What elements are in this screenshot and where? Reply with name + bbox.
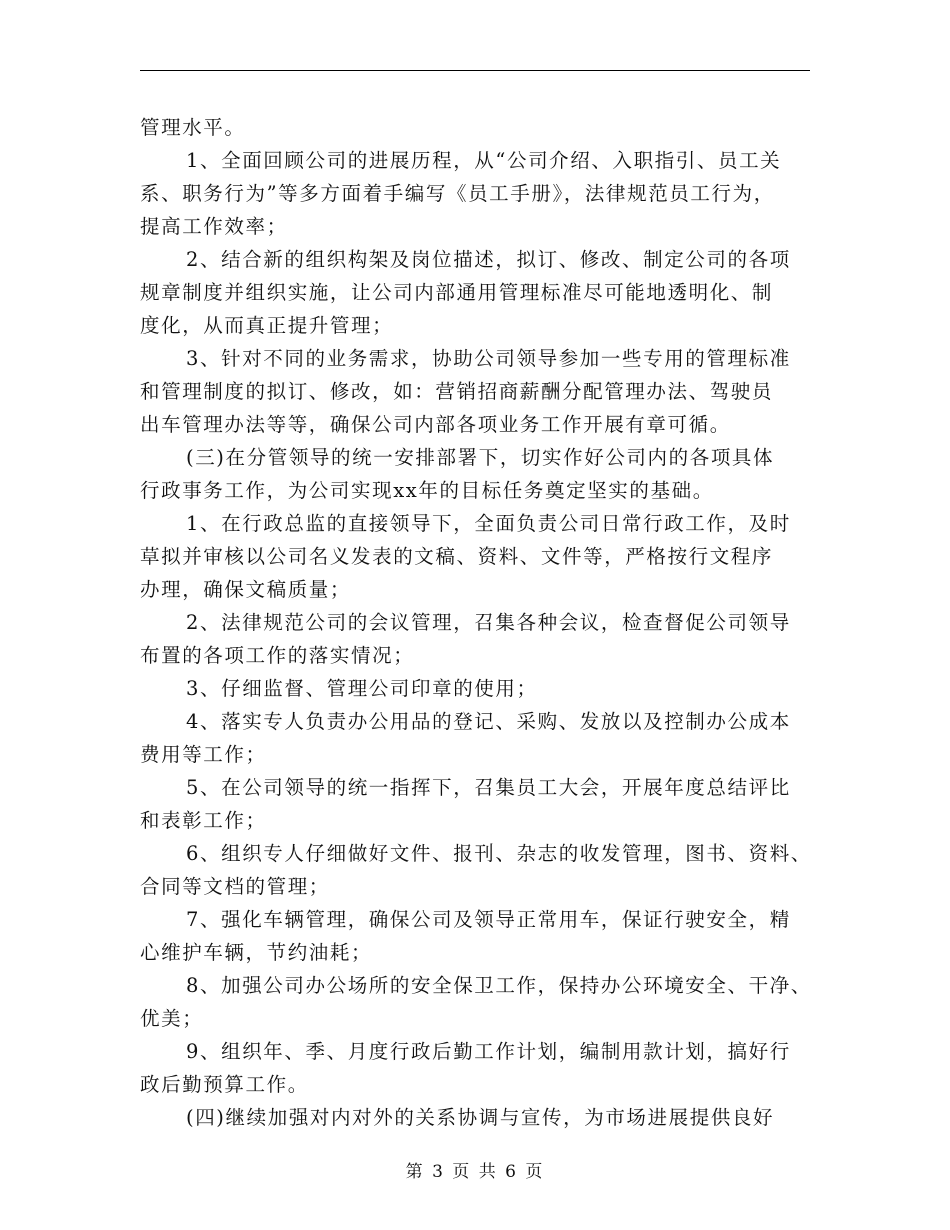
text-line: 1、全面回顾公司的进展历程，从“公司介绍、入职指引、员工关	[186, 149, 782, 172]
text-line: 费用等工作；	[140, 743, 267, 766]
text-line: 系、职务行为”等多方面着手编写《员工手册》，法律规范员工行为，	[140, 182, 775, 205]
text-line: 政后勤预算工作。	[140, 1073, 309, 1096]
text-line: 5、在公司领导的统一指挥下，召集员工大会，开展年度总结评比	[186, 776, 791, 799]
text-line: 度化，从而真正提升管理；	[140, 314, 394, 337]
text-line: 2、结合新的组织构架及岗位描述，拟订、修改、制定公司的各项	[186, 248, 791, 271]
text-line: 8、加强公司办公场所的安全保卫工作，保持办公环境安全、干净、	[186, 974, 812, 997]
text-line: 2、法律规范公司的会议管理，召集各种会议，检查督促公司领导	[186, 611, 791, 634]
text-line: 3、针对不同的业务需求，协助公司领导参加一些专用的管理标准	[186, 347, 791, 370]
text-line: 和表彰工作；	[140, 809, 267, 832]
text-line: 合同等文档的管理；	[140, 875, 330, 898]
text-line: 和管理制度的拟订、修改，如：营销招商薪酬分配管理办法、驾驶员	[140, 380, 774, 403]
text-line: 3、仔细监督、管理公司印章的使用；	[186, 677, 538, 700]
text-line: (三)在分管领导的统一安排部署下，切实作好公司内的各项具体	[186, 446, 775, 469]
text-line: 行政事务工作，为公司实现xx年的目标任务奠定坚实的基础。	[140, 479, 714, 502]
text-line: 布置的各项工作的落实情况；	[140, 644, 415, 667]
text-line: 9、组织年、季、月度行政后勤工作计划，编制用款计划，搞好行	[186, 1040, 791, 1063]
text-line: 1、在行政总监的直接领导下，全面负责公司日常行政工作，及时	[186, 512, 791, 535]
text-line: 4、落实专人负责办公用品的登记、采购、发放以及控制办公成本	[186, 710, 791, 733]
text-line: 草拟并审核以公司名义发表的文稿、资料、文件等，严格按行文程序	[140, 545, 774, 568]
text-line: (四)继续加强对内对外的关系协调与宣传，为市场进展提供良好	[186, 1106, 775, 1129]
text-line: 办理，确保文稿质量；	[140, 578, 352, 601]
text-line: 优美；	[140, 1007, 204, 1030]
header-rule	[140, 70, 810, 71]
text-line: 出车管理办法等等，确保公司内部各项业务工作开展有章可循。	[140, 413, 731, 436]
page-number-footer: 第 3 页 共 6 页	[405, 1162, 545, 1182]
text-line: 7、强化车辆管理，确保公司及领导正常用车，保证行驶安全，精	[186, 908, 791, 931]
text-line: 心维护车辆，节约油耗；	[140, 941, 373, 964]
text-line: 6、组织专人仔细做好文件、报刊、杂志的收发管理，图书、资料、	[186, 842, 812, 865]
text-line: 提高工作效率；	[140, 215, 288, 238]
text-line: 规章制度并组织实施，让公司内部通用管理标准尽可能地透明化、制	[140, 281, 774, 304]
text-line: 管理水平。	[140, 116, 246, 139]
